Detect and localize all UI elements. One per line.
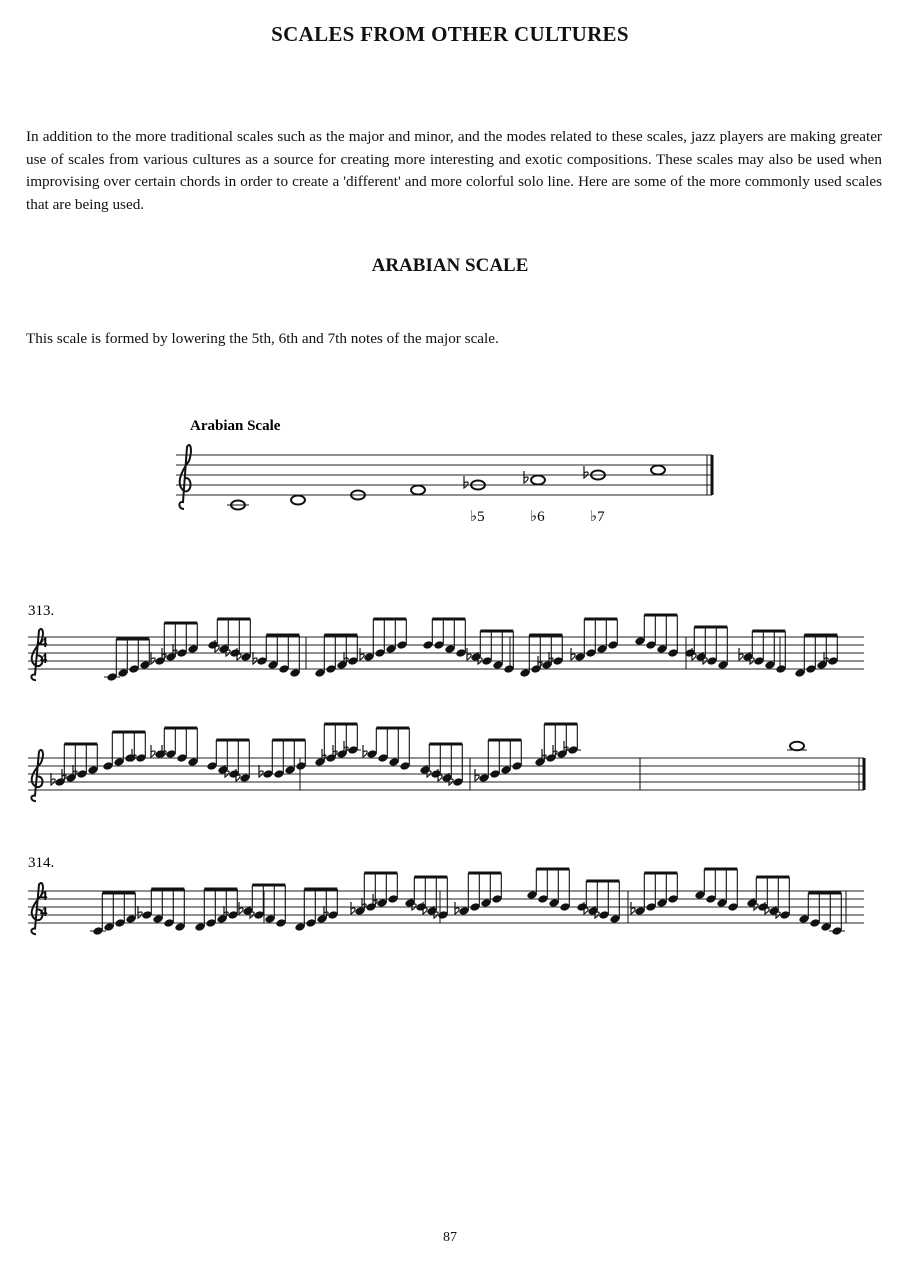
flat-sign <box>467 648 471 660</box>
flat-sign <box>259 765 263 777</box>
exercise-number: 314. <box>28 855 55 871</box>
time-signature-top: 4 <box>40 888 48 904</box>
scale-label: Arabian Scale <box>190 418 281 434</box>
section-description: This scale is formed by lowering the 5th, 6th and 7th notes of the major scale. <box>26 330 499 347</box>
flat-sign <box>571 648 575 660</box>
flat-sign <box>739 648 743 660</box>
exercise-number: 313. <box>28 603 55 619</box>
section-heading: ARABIAN SCALE <box>371 255 529 276</box>
flat-sign <box>138 906 142 918</box>
flat-sign <box>631 902 635 914</box>
whole-note <box>291 496 305 505</box>
time-signature-bottom: 4 <box>40 651 48 667</box>
flat-sign <box>475 769 479 781</box>
flat-sign <box>363 745 367 757</box>
time-signature-top: 4 <box>40 635 48 651</box>
time-signature-bottom: 4 <box>40 904 48 920</box>
intro-paragraph: In addition to the more traditional scales such as the major and minor, and the modes related to these scales, jazz players are making greater use of scales from various cultures as a source for creating more interesting and exotic compositions. These scales may also be used when improvising over certain chords in order to create a 'different' and more colorful solo line. Here are some of the more commonly used scales that are being used. <box>26 128 882 213</box>
flat-sign <box>151 745 155 757</box>
page-number: 87 <box>443 1230 457 1245</box>
degree-label: ♭5 <box>470 509 485 525</box>
degree-label: ♭6 <box>530 509 545 525</box>
flat-sign <box>253 652 257 664</box>
flat-sign <box>351 902 355 914</box>
flat-sign <box>239 902 243 914</box>
whole-note <box>651 466 665 475</box>
page-title: SCALES FROM OTHER CULTURES <box>271 22 629 46</box>
flat-sign <box>524 471 528 483</box>
flat-sign <box>584 466 588 478</box>
flat-sign <box>455 902 459 914</box>
flat-sign <box>51 773 55 785</box>
flat-sign <box>360 648 364 660</box>
whole-note <box>411 486 425 495</box>
whole-note <box>790 742 804 751</box>
whole-note <box>531 476 545 485</box>
degree-label: ♭7 <box>590 509 605 525</box>
flat-sign <box>151 652 155 664</box>
flat-sign <box>464 476 468 488</box>
